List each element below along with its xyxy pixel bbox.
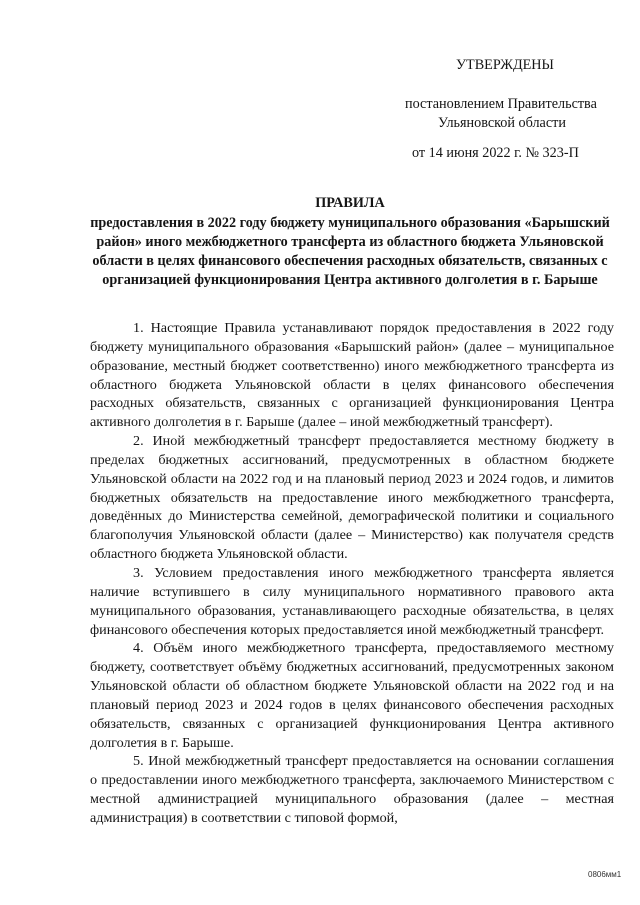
paragraph-5: 5. Иной межбюджетный трансферт предоставляется на основании соглашения о предоставлении иного межбюджетного трансферта, заключаемого Министерством с местной администрацией муниципального образования (далее – местная администрация) в соответствии с типовой формой,	[90, 753, 614, 826]
approval-heading: УТВЕРЖДЕНЫ	[456, 57, 554, 73]
document-title	[80, 194, 620, 290]
approval-date-line: от 14 июня 2022 г. № 323-П	[412, 145, 579, 161]
title-subtitle: предоставления в 2022 году бюджету муниципального образования «Барышский район» иного межбюджетного трансферта из областного бюджета Ульяновской области в целях финансового обеспечения расходных обязательств, связанных с организацией функционирования Центра активного долголетия в г. Барыше	[90, 214, 610, 288]
document-body	[90, 319, 614, 828]
paragraph-3: 3. Условием предоставления иного межбюджетного трансферта является наличие вступившего в силу муниципального нормативного правового акта муниципального образования, устанавливающего расходные обязательства, в целях финансового обеспечения которых предоставляется иной межбюджетный трансферт.	[90, 564, 614, 638]
paragraph-2: 2. Иной межбюджетный трансферт предоставляется местному бюджету в пределах бюджетных ассигнований, предусмотренных в областном бюджете Ульяновской области на 2022 год и на плановый период 2023 и 2024 годов, и лимитов бюджетных обязательств на предоставление иного межбюджетного трансферта, доведённых до Министерства семейной, демографической политики и социального благополучия Ульяновской области (далее – Министерство) как получателя средств областного бюджета Ульяновской области.	[90, 433, 614, 563]
approval-line-1: постановлением Правительства	[405, 96, 597, 112]
paragraph-4: 4. Объём иного межбюджетного трансферта, предоставляемого местному бюджету, соответствует объёму бюджетных ассигнований, предусмотренных законом Ульяновской области об областном бюджете Ульяновской области на 2022 год и на плановый период 2023 и 2024 годов в целях финансового обеспечения расходных обязательств, связанных с организацией функционирования Центра активного долголетия в г. Барыше.	[90, 640, 614, 751]
title-heading: ПРАВИЛА	[315, 195, 385, 211]
footer-code: 0806мм1	[588, 870, 622, 879]
approval-line-2: Ульяновской области	[438, 115, 566, 131]
paragraph-1: 1. Настоящие Правила устанавливают порядок предоставления в 2022 году бюджету муниципального образования «Барышский район» (далее – муниципальное образование, местный бюджет соответственно) иного межбюджетного трансферта из областного бюджета Ульяновской области в целях финансового обеспечения расходных обязательств, связанных с организацией функционирования Центра активного долголетия в г. Барыше (далее – иной межбюджетный трансферт).	[90, 320, 614, 431]
